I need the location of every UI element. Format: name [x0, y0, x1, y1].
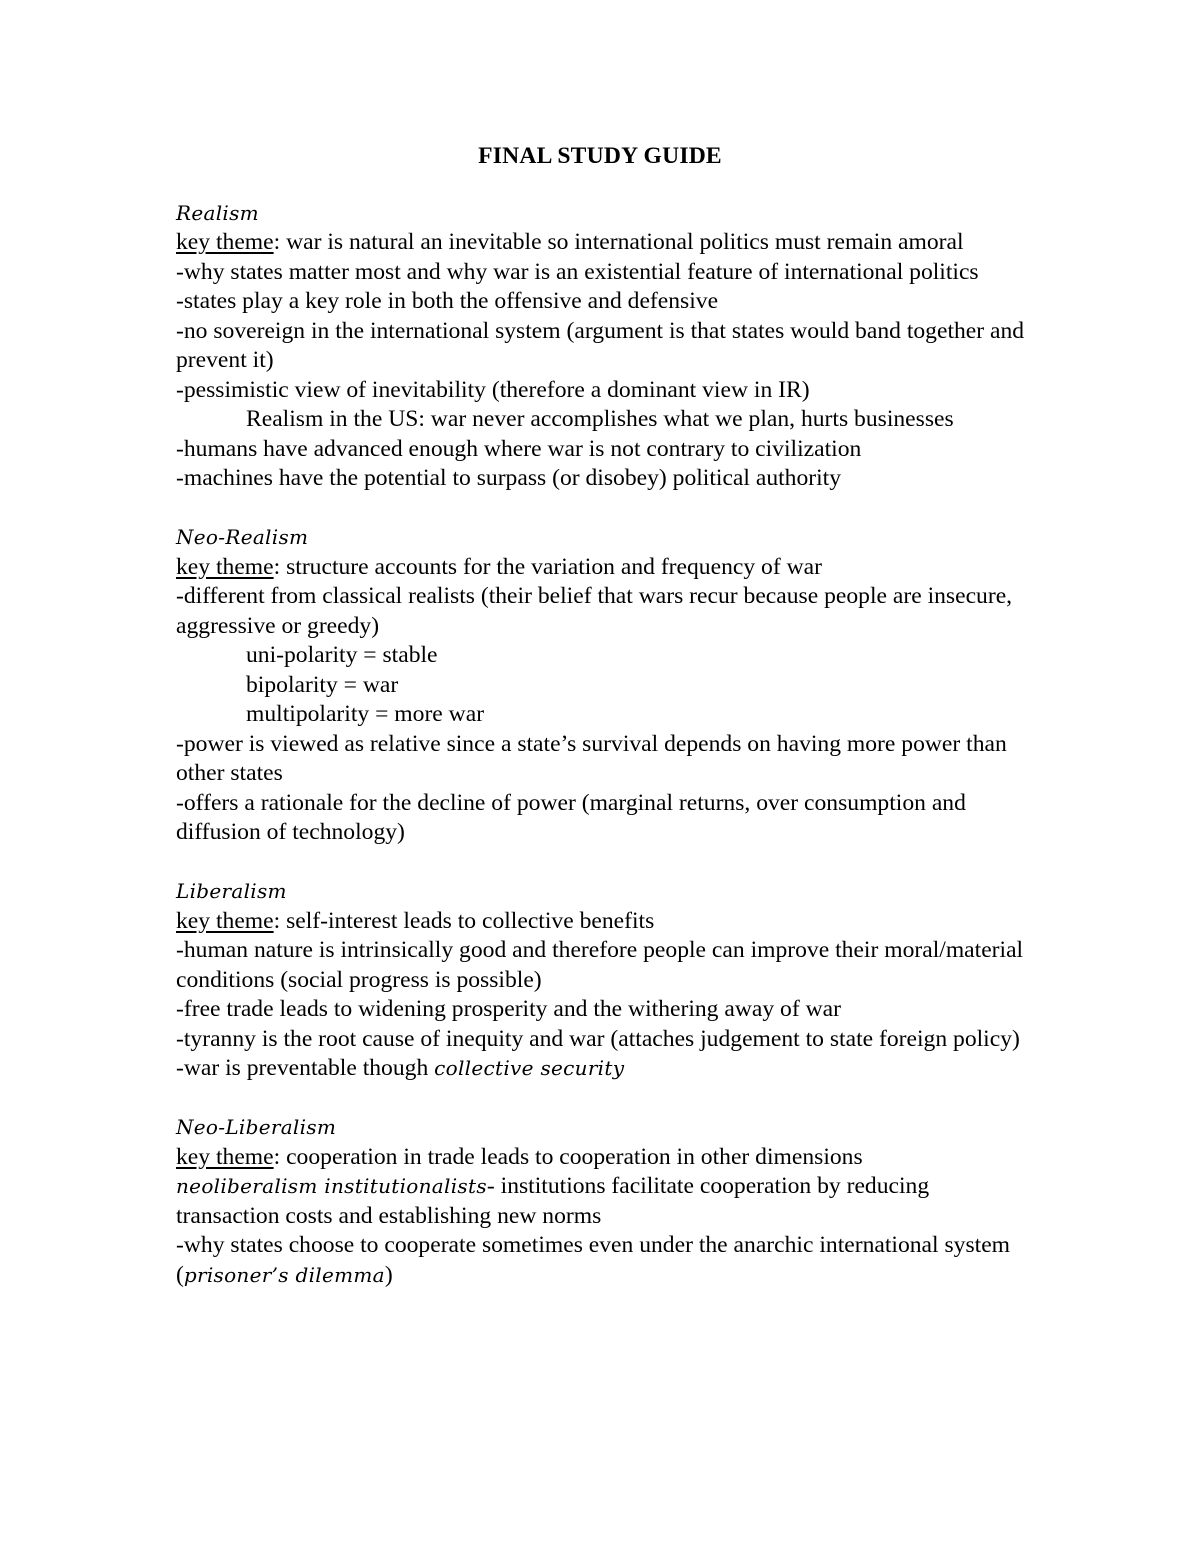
- liberalism-point-3: -tyranny is the root cause of inequity and war (attaches judgement to state foreign policy): [176, 1025, 1020, 1052]
- section-liberalism: [176, 877, 1036, 1084]
- liberalism-point-4: [176, 1054, 1036, 1084]
- key-theme-label: key theme: [176, 907, 274, 934]
- neo-realism-point-3: bipolarity = war: [246, 671, 399, 698]
- key-theme-neo-realism: [176, 553, 1036, 583]
- neo-liberalism-point-2-text: -why states choose to cooperate sometimes even under the anarchic international system (: [176, 1232, 1011, 1288]
- key-theme-neo-liberalism: [176, 1143, 1036, 1173]
- key-theme-label: key theme: [176, 229, 274, 255]
- key-theme-liberalism: [176, 907, 1036, 937]
- key-theme-text: : self-interest leads to collective benefits: [273, 907, 655, 934]
- section-heading-neo-realism: Neo-Realism: [176, 525, 309, 549]
- section-heading-liberalism: Liberalism: [176, 879, 287, 903]
- liberalism-point-1: -human nature is intrinsically good and therefore people can improve their moral/material conditions (social progress is possible): [176, 937, 1024, 993]
- neo-liberalism-point-1-emphasis: neoliberalism institutionalists: [176, 1174, 487, 1198]
- neo-realism-point-1: -different from classical realists (their belief that wars recur because people are insecure, aggressive or greedy): [176, 583, 1013, 639]
- key-theme-text: : cooperation in trade leads to cooperation in other dimensions: [273, 1143, 863, 1170]
- neo-liberalism-point-1: [176, 1172, 1036, 1231]
- neo-liberalism-point-2-emphasis: prisoner’s dilemma: [183, 1262, 385, 1287]
- section-neo-realism: [176, 523, 1036, 848]
- key-theme-text: : war is natural an inevitable so international politics must remain amoral: [273, 229, 964, 255]
- realism-point-5: Realism in the US: war never accomplishes what we plan, hurts businesses: [246, 406, 954, 432]
- neo-realism-point-6: -offers a rationale for the decline of power (marginal returns, over consumption and diffusion of technology): [176, 789, 966, 845]
- realism-point-4: -pessimistic view of inevitability (therefore a dominant view in IR): [176, 376, 810, 403]
- section-realism: [176, 199, 1036, 494]
- section-heading-neo-liberalism: Neo-Liberalism: [176, 1115, 337, 1139]
- neo-realism-point-5: -power is viewed as relative since a state’s survival depends on having more power than other states: [176, 730, 1007, 786]
- realism-point-2: -states play a key role in both the offensive and defensive: [176, 288, 719, 314]
- neo-realism-point-4: multipolarity = more war: [246, 701, 485, 727]
- neo-liberalism-point-2: [176, 1231, 1036, 1290]
- document-page: [176, 142, 1036, 1320]
- key-theme-label: key theme: [176, 1143, 274, 1170]
- neo-liberalism-point-1-text: - institutions facilitate cooperation by reducing transaction costs and establishing new norms: [176, 1173, 930, 1229]
- liberalism-point-2: -free trade leads to widening prosperity and the withering away of war: [176, 996, 841, 1022]
- realism-point-7: -machines have the potential to surpass (or disobey) political authority: [176, 465, 842, 491]
- liberalism-point-4-emphasis: collective security: [434, 1056, 625, 1080]
- section-neo-liberalism: [176, 1113, 1036, 1290]
- realism-point-3: -no sovereign in the international system (argument is that states would band together and prevent it): [176, 317, 1025, 373]
- key-theme-realism: [176, 228, 1036, 258]
- realism-point-6: -humans have advanced enough where war is not contrary to civilization: [176, 435, 862, 462]
- realism-point-1: -why states matter most and why war is an existential feature of international politics: [176, 258, 979, 285]
- key-theme-text: : structure accounts for the variation and frequency of war: [273, 553, 822, 580]
- section-heading-realism: Realism: [176, 200, 259, 225]
- key-theme-label: key theme: [176, 553, 274, 580]
- neo-liberalism-point-2-close: ): [384, 1261, 393, 1288]
- liberalism-point-4-text: -war is preventable though: [176, 1055, 435, 1081]
- page-title: FINAL STUDY GUIDE: [478, 143, 722, 169]
- neo-realism-point-2: uni-polarity = stable: [246, 642, 438, 668]
